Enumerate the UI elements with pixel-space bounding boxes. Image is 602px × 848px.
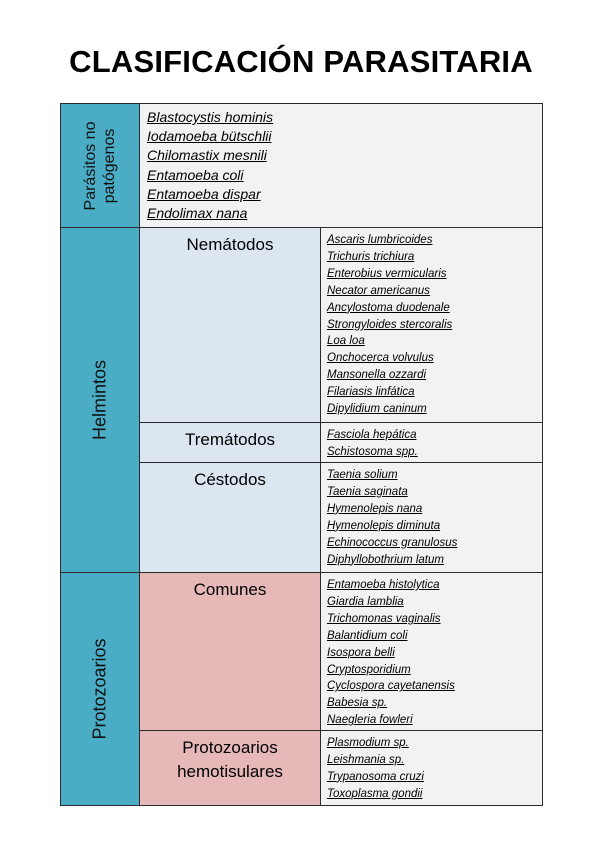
parasite-item: Loa loa (327, 335, 365, 348)
group-cestodes: Céstodos (140, 463, 321, 573)
parasite-item: Diphyllobothrium latum (327, 553, 444, 566)
non-pathogenic-list (140, 104, 543, 228)
page-title: CLASIFICACIÓN PARASITARIA (69, 44, 533, 79)
category-non-pathogenic (61, 104, 140, 228)
parasite-item: Taenia solium (327, 469, 398, 481)
parasite-item: Naegleria fowleri (327, 714, 413, 727)
parasite-item: Toxoplasma gondii (327, 787, 423, 800)
parasite-item: Ascaris lumbricoides (327, 234, 433, 246)
parasite-item: Isospora belli (327, 646, 395, 659)
group-label: Protozoarios (182, 738, 278, 757)
category-helminths (61, 228, 140, 573)
parasite-item: Trypanosoma cruzi (327, 770, 424, 783)
parasite-item: Chilomastix mesnili (147, 147, 267, 164)
group-label: hemotisulares (177, 762, 283, 781)
parasite-item: Filariasis linfática (327, 386, 415, 399)
parasite-item: Trichomonas vaginalis (327, 612, 441, 625)
parasite-item: Necator americanus (327, 284, 430, 297)
parasite-item: Trichuris trichiura (327, 250, 415, 263)
group-trematodes: Tremátodos (140, 423, 321, 463)
parasite-item: Hymenolepis nana (327, 502, 423, 515)
group-nematodes: Nemátodos (140, 228, 321, 423)
group-blood-tissue (140, 731, 321, 806)
parasite-item: Dipylidium caninum (327, 403, 427, 416)
parasite-item: Plasmodium sp. (327, 737, 409, 749)
parasite-item: Giardia lamblia (327, 595, 404, 608)
parasite-item: Blastocystis hominis (147, 109, 274, 125)
parasite-item: Leishmania sp. (327, 753, 405, 766)
parasite-item: Strongyloides stercoralis (327, 318, 453, 331)
category-label: Parásitos no (82, 121, 99, 210)
category-label: Helmintos (89, 359, 110, 441)
parasite-item: Fasciola hepática (327, 429, 417, 441)
category-label: patógenos (101, 128, 118, 203)
parasite-item: Cyclospora cayetanensis (327, 680, 455, 693)
parasite-item: Mansonella ozzardi (327, 369, 427, 382)
group-common: Comunes (140, 573, 321, 731)
parasite-item: Iodamoeba bütschlii (147, 128, 272, 145)
parasite-item: Entamoeba histolytica (327, 579, 440, 591)
classification-table (60, 103, 543, 806)
trematodes-list (321, 423, 543, 463)
blood-tissue-protozoa-list (321, 731, 543, 806)
parasite-item: Hymenolepis diminuta (327, 519, 441, 532)
parasite-item: Schistosoma spp. (327, 445, 418, 458)
parasite-item: Enterobius vermicularis (327, 267, 447, 280)
category-label: Protozoarios (89, 638, 110, 740)
parasite-item: Echinococcus granulosus (327, 536, 458, 549)
cestodes-list (321, 463, 543, 573)
parasite-item: Cryptosporidium (327, 663, 411, 676)
parasite-item: Entamoeba coli (147, 166, 244, 183)
parasite-item: Taenia saginata (327, 485, 408, 498)
parasite-item: Ancylostoma duodenale (327, 301, 450, 314)
parasite-item: Endolimax nana (147, 205, 248, 222)
nematodes-list (321, 228, 543, 423)
parasite-item: Babesia sp. (327, 697, 388, 710)
category-protozoa (61, 573, 140, 806)
parasite-item: Entamoeba dispar (147, 185, 261, 202)
parasite-item: Balantidium coli (327, 629, 408, 642)
common-protozoa-list (321, 573, 543, 731)
parasite-item: Onchocerca volvulus (327, 352, 434, 365)
